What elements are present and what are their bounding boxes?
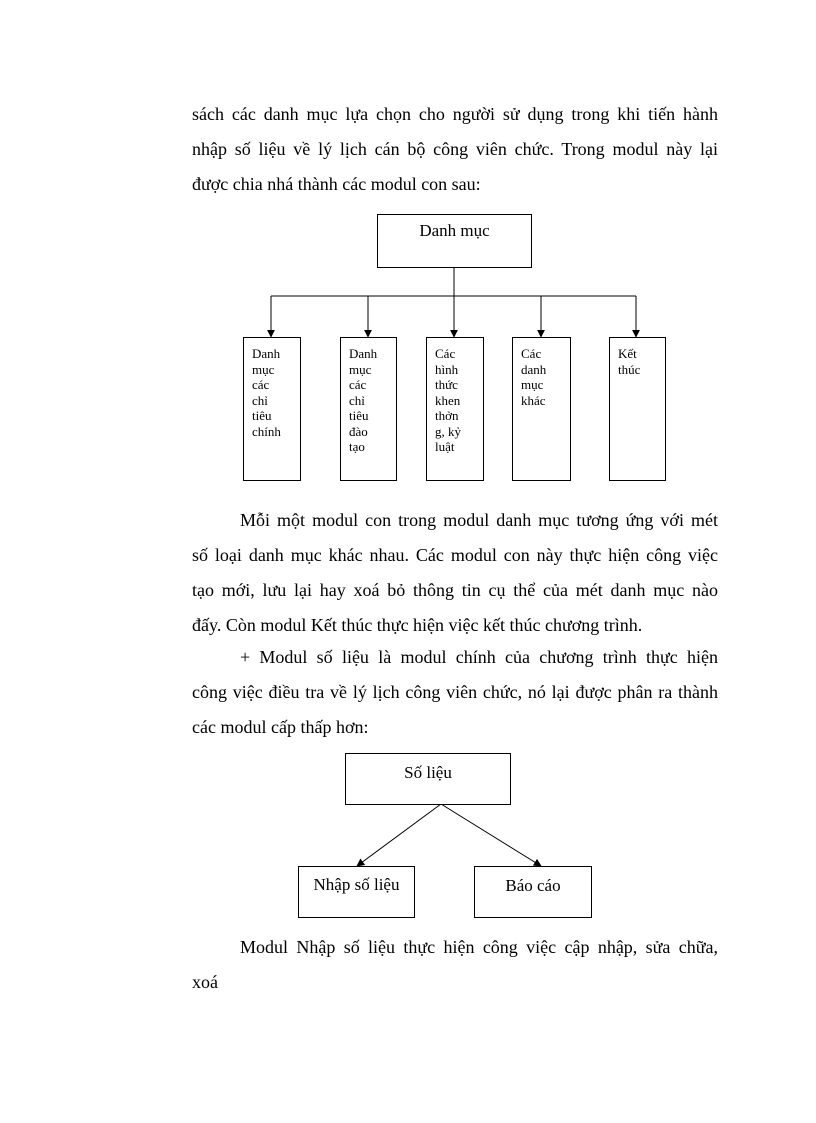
connector-arrow-left (357, 804, 441, 866)
box-line: hình (435, 361, 459, 377)
text-line: tạo mới, lưu lại hay xoá bỏ thông tin cụ thể của mét danh mục nào (192, 580, 718, 600)
diagram-root-so-lieu (345, 753, 511, 805)
box-line: Các (521, 346, 542, 361)
paragraph-so-lieu (192, 640, 718, 745)
box-line: khác (521, 392, 546, 408)
box-line: mục (521, 377, 544, 392)
text-line: công việc điều tra về lý lịch công viên chức, nó lại được phân ra thành (192, 682, 718, 702)
box-line: chính (252, 423, 281, 439)
text-line: + Modul số liệu là modul chính của chương trình thực hiện (240, 647, 718, 667)
box-line: các (252, 377, 270, 392)
box-line: chỉ (252, 392, 268, 408)
diagram-child-label: Báo cáo (505, 876, 561, 895)
box-line: chỉ (349, 392, 365, 408)
text-line: Modul Nhập số liệu thực hiện công việc cập nhập, sửa chữa, (240, 937, 718, 957)
box-line: thức (435, 377, 458, 392)
text-line: được chia nhá thành các modul con sau: (192, 174, 481, 194)
text-line: nhập số liệu về lý lịch cán bộ công viên chức. Trong modul này lại (192, 139, 718, 159)
text-line: số loại danh mục khác nhau. Các modul con này thực hiện công việc (192, 545, 718, 565)
diagram-root-danh-muc (377, 214, 532, 268)
box-line: danh (521, 361, 547, 377)
box-line: Kết (618, 346, 637, 361)
diagram-child-nhap-so-lieu (298, 866, 415, 918)
box-line: mục (349, 361, 372, 377)
text-line: đấy. Còn modul Kết thúc thực hiện việc kết thúc chương trình. (192, 615, 643, 635)
diagram-child-box (609, 337, 666, 481)
diagram-child-box (243, 337, 301, 481)
box-line: thởn (435, 408, 459, 423)
box-line: g, kỷ (435, 423, 461, 439)
text-line: các modul cấp thấp hơn: (192, 717, 369, 737)
box-line: các (349, 377, 367, 392)
text-line: sách các danh mục lựa chọn cho người sử dụng trong khi tiến hành (192, 104, 718, 124)
text-line: Mỗi một modul con trong modul danh mục tương ứng với mét (240, 510, 718, 530)
box-line: luật (435, 439, 455, 454)
connector-arrow-right (441, 804, 541, 866)
box-line: mục (252, 361, 275, 377)
paragraph-modul-description (192, 503, 718, 643)
diagram-child-box (426, 337, 484, 481)
text-line: xoá (192, 972, 218, 992)
box-line: Danh (349, 346, 378, 361)
diagram-child-label: Nhập số liệu (313, 875, 400, 894)
diagram-child-box (340, 337, 397, 481)
box-line: tiêu (252, 408, 272, 423)
diagram-child-box (512, 337, 571, 481)
box-line: Các (435, 346, 456, 361)
diagram-root-label: Số liệu (404, 763, 452, 782)
box-line: tạo (349, 439, 365, 454)
box-line: Danh (252, 346, 281, 361)
box-line: khen (435, 392, 461, 408)
box-line: đào (349, 423, 368, 439)
diagram-child-bao-cao (474, 866, 592, 918)
paragraph-nhap-so-lieu (192, 930, 718, 1000)
box-line: tiêu (349, 408, 369, 423)
box-line: thúc (618, 361, 641, 377)
diagram-root-label: Danh mục (419, 221, 490, 240)
